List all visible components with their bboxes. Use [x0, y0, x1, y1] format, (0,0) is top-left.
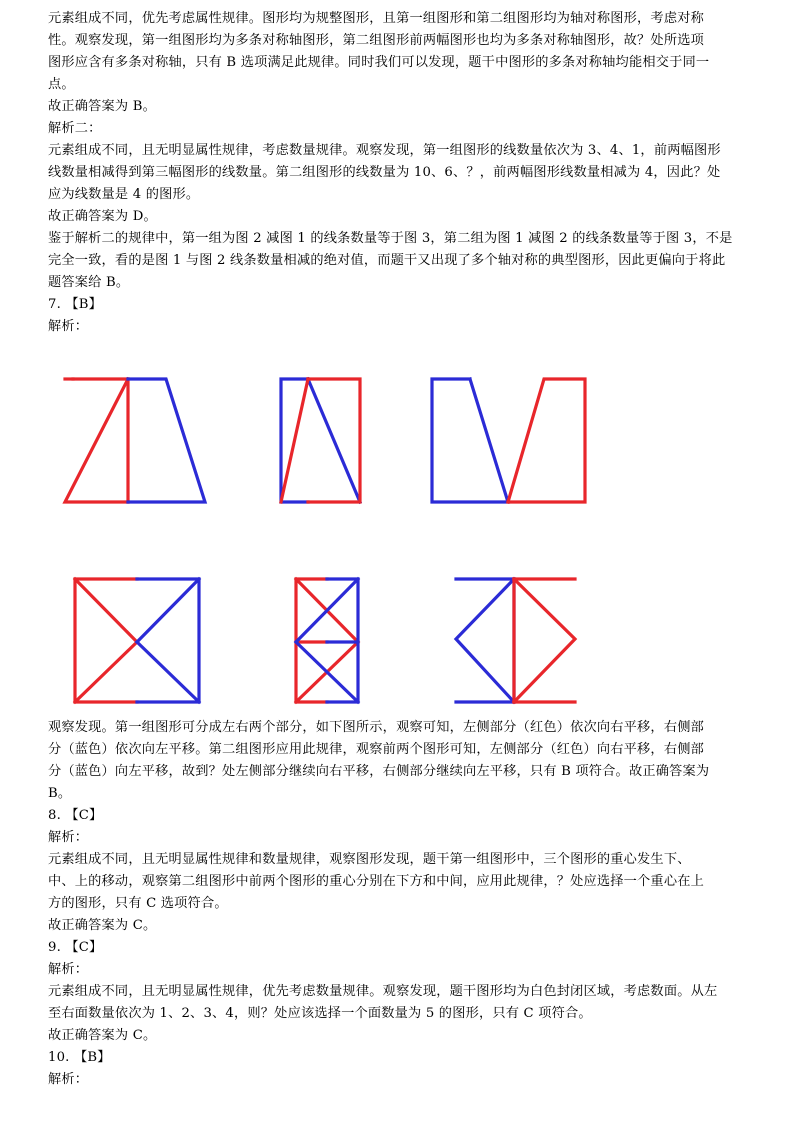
red-stroke	[514, 579, 575, 702]
text-line: 题答案给 B。	[48, 275, 130, 290]
red-stroke	[508, 379, 585, 502]
answer-line: 故正确答案为 C。	[48, 1028, 157, 1043]
question-number: 7. 【B】	[48, 297, 103, 312]
text-line: 图形应含有多条对称轴，只有 B 选项满足此规律。同时我们可以发现，题干中图形的多条对称轴均能相交于同一	[48, 55, 710, 70]
text-line: 元素组成不同，优先考虑属性规律。图形均为规整图形，且第一组图形和第二组图形均为轴对称图形，考虑对称	[48, 11, 704, 26]
section-heading: 解析：	[48, 319, 89, 334]
blue-stroke	[308, 379, 360, 502]
text-line: 性。观察发现，第一组图形均为多条对称轴图形，第二组图形前两幅图形也均为多条对称轴图形，故？处所选项	[48, 33, 704, 48]
text-line: 完全一致，看的是图 1 与图 2 线条数量相减的绝对值，而题干又出现了多个轴对称的典型图形，因此更偏向于将此	[48, 253, 726, 268]
blue-stroke	[128, 379, 205, 502]
text-line: 点。	[48, 77, 75, 92]
answer-line: 故正确答案为 C。	[48, 918, 157, 933]
text-line: 鉴于解析二的规律中，第一组为图 2 减图 1 的线条数量等于图 3，第二组为图 1 减图 2 的线条数量等于图 3，不是	[48, 231, 733, 246]
text-line: 方的图形，只有 C 选项符合。	[48, 896, 228, 911]
text-line: 线数量相减得到第三幅图形的线数量。第二组图形的线数量为 10、6、？，前两幅图形线数量相减为 4，因此？处	[48, 165, 721, 180]
text-line: 观察发现。第一组图形可分成左右两个部分，如下图所示，观察可知，左侧部分（红色）依次向右平移，右侧部	[48, 720, 704, 735]
section-heading: 解析：	[48, 1072, 89, 1087]
text-line: 分（蓝色）向左平移，故到？处左侧部分继续向右平移，右侧部分继续向左平移，只有 B 项符合。故正确答案为	[48, 764, 710, 779]
figure-1-2	[281, 379, 360, 502]
question-number: 10. 【B】	[48, 1050, 111, 1065]
figure-1-3	[432, 379, 585, 502]
red-stroke	[75, 579, 137, 642]
section-heading: 解析：	[48, 830, 89, 845]
text-line: 元素组成不同，且无明显属性规律，考虑数量规律。观察发现，第一组图形的线数量依次为 3、4、1，前两幅图形	[48, 143, 721, 158]
red-stroke	[75, 642, 137, 702]
blue-stroke	[137, 579, 199, 642]
blue-stroke	[456, 579, 514, 702]
text-line: 应为线数量是 4 的图形。	[48, 187, 200, 202]
text-line: B。	[48, 786, 72, 801]
figure-row-1	[40, 370, 600, 510]
blue-stroke	[432, 379, 508, 502]
text-line: 元素组成不同，且无明显属性规律和数量规律，观察图形发现，题干第一组图形中，三个图形的重心发生下、	[48, 852, 691, 867]
section-heading: 解析二：	[48, 121, 102, 136]
section-heading: 解析：	[48, 962, 89, 977]
answer-line: 故正确答案为 D。	[48, 209, 157, 224]
text-line: 至右面数量依次为 1、2、3、4，则？处应该选择一个面数量为 5 的图形，只有 C 项符合。	[48, 1006, 592, 1021]
text-line: 元素组成不同，且无明显属性规律，优先考虑数量规律。观察发现，题干图形均为白色封闭区域，考虑数面。从左	[48, 984, 718, 999]
text-line: 中、上的移动，观察第二组图形中前两个图形的重心分别在下方和中间，应用此规律，？处应选择一个重心在上	[48, 874, 704, 889]
blue-stroke	[137, 579, 199, 702]
question-number: 9. 【C】	[48, 940, 103, 955]
figure-2-2	[296, 579, 358, 702]
figure-2-3	[456, 579, 575, 702]
figure-row-2	[40, 570, 600, 710]
red-stroke	[281, 379, 308, 502]
red-stroke	[75, 579, 137, 702]
question-number: 8. 【C】	[48, 808, 103, 823]
blue-stroke	[137, 642, 199, 702]
text-line: 分（蓝色）依次向左平移。第二组图形应用此规律，观察前两个图形可知，左侧部分（红色）向右平移，右侧部	[48, 742, 704, 757]
red-stroke	[65, 379, 128, 502]
answer-line: 故正确答案为 B。	[48, 99, 156, 114]
figure-2-1	[75, 579, 199, 702]
figure-1-1	[65, 379, 205, 502]
